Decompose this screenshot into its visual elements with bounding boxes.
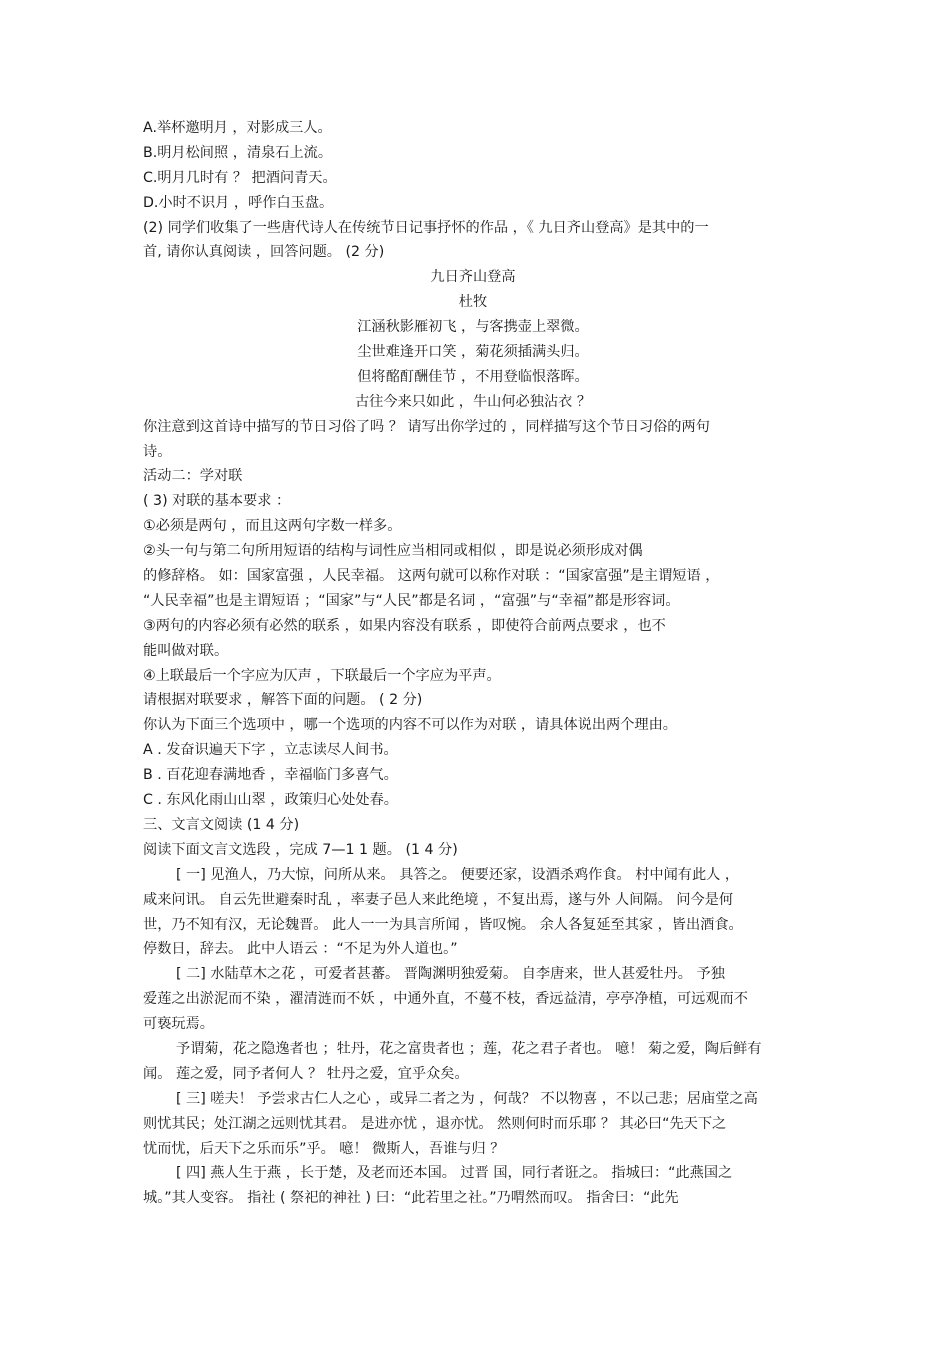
poem-line-1: 江涵秋影雁初飞 ，与客携壶上翠微。 <box>357 319 589 336</box>
poem-title: 九日齐山登高 <box>430 269 516 286</box>
poem-line-2: 尘世难逢开口笑 ，菊花须插满头归。 <box>357 344 589 361</box>
couplet-question: 你认为下面三个选项中 ，哪一个选项的内容不可以作为对联 ，请具体说出两个理由。 <box>143 717 677 734</box>
activity-two-heading: 活动二：学对联 <box>143 468 243 485</box>
rule-3-line-1: ③两句的内容必须有必然的联系 ，如果内容没有联系 ，即使符合前两点要求 ，也不 <box>143 617 666 634</box>
option-d-line: D.小时不识月 ，呼作白玉盘。 <box>143 194 334 211</box>
question-2-line-1: (2) 同学们收集了一些唐代诗人在传统节日记事抒怀的作品 ，《 九日齐山登高》是其中的一 <box>143 219 709 236</box>
passage-2-line-1: [ 二] 水陆草木之花 ，可爱者甚蕃。 晋陶渊明独爱菊。 自李唐来，世人甚爱牡丹。 予独 <box>176 966 725 983</box>
poem-question-line-2: 诗。 <box>143 443 172 460</box>
rule-3-line-2: 能叫做对联。 <box>143 642 229 659</box>
poem-author: 杜牧 <box>458 294 488 311</box>
passage-1-line-4: 停数日，辞去。 此中人语云 ：“不足为外人道也。” <box>143 941 458 958</box>
rule-1: ①必须是两句 ，而且这两句字数一样多。 <box>143 518 402 535</box>
question-2-line-2: 首, 请你认真阅读 ，回答问题。 (2 分) <box>143 244 385 261</box>
couplet-option-c: C . 东风化雨山山翠 ，政策归心处处春。 <box>143 792 398 809</box>
option-c-line: C.明月几时有 ？ 把酒问青天。 <box>143 169 337 186</box>
passage-1-line-2: 咸来问讯。 自云先世避秦时乱 ，率妻子邑人来此绝境 ，不复出焉，遂与外 人间隔。 问今是何 <box>143 891 734 908</box>
passage-4-line-1: [ 四] 燕人生于燕 ，长于楚，及老而还本国。 过晋 国，同行者诳之。 指城曰：“此燕国之 <box>176 1165 733 1182</box>
rule-4: ④上联最后一个字应为仄声 ，下联最后一个字应为平声。 <box>143 667 501 684</box>
couplet-option-b: B . 百花迎春满地香 ，幸福临门多喜气。 <box>143 767 398 784</box>
couplet-instruction: 请根据对联要求 ，解答下面的问题。 ( 2 分) <box>143 692 423 709</box>
passage-2-line-4: 予谓菊，花之隐逸者也 ；牡丹，花之富贵者也 ；莲，花之君子者也。 噫！ 菊之爱，陶后鲜有 <box>176 1040 762 1057</box>
passage-2-line-2: 爱莲之出淤泥而不染 ，濯清涟而不妖 ，中通外直，不蔓不枝，香远益清，亭亭净植，可远观而不 <box>143 991 748 1008</box>
passage-1-line-3: 世，乃不知有汉，无论魏晋。 此人一一为具言所闻 ，皆叹惋。 余人各复延至其家 ，皆出酒食。 <box>143 916 743 933</box>
rule-2-line-3: “人民幸福”也是主谓短语 ；“国家”与“人民”都是名词 ，“富强”与“幸福”都是形容词。 <box>143 592 680 609</box>
passage-2-line-5: 闻。 莲之爱，同予者何人 ？ 牡丹之爱，宜乎众矣。 <box>143 1065 469 1082</box>
poem-line-4: 古往今来只如此 ，牛山何必独沾衣 ？ <box>354 393 592 410</box>
rule-2-line-2: 的修辞格。 如：国家富强 ，人民幸福。 这两句就可以称作对联 ：“国家富强”是主谓短语 ， <box>143 568 720 585</box>
couplet-option-a: A . 发奋识遍天下字 ，立志读尽人间书。 <box>143 742 398 759</box>
passage-3-line-1: [ 三] 嗟夫！ 予尝求古仁人之心 ，或异二者之为 ，何哉？ 不以物喜 ，不以己悲；居庙堂之高 <box>176 1090 758 1107</box>
passage-4-line-2: 城。”其人变容。 指社 ( 祭祀的神社 ) 曰：“此若里之社。”乃喟然而叹。 指舍曰：“此先 <box>143 1190 679 1207</box>
passage-1-line-1: [ 一] 见渔人，乃大惊，问所从来。 具答之。 便要还家，设酒杀鸡作食。 村中闻有此人 ， <box>176 866 740 883</box>
section-three-heading: 三、文言文阅读 (1 4 分) <box>143 816 300 833</box>
question-3-heading: ( 3) 对联的基本要求 ： <box>143 493 291 510</box>
document-text-body <box>143 116 813 1211</box>
passage-3-line-2: 则忧其民；处江湖之远则忧其君。 是进亦忧 ，退亦忧。 然则何时而乐耶 ？ 其必曰“先天下之 <box>143 1115 727 1132</box>
reading-instruction: 阅读下面文言文选段 ，完成 7—1 1 题。 (1 4 分) <box>143 841 458 858</box>
passage-2-line-3: 可亵玩焉。 <box>143 1016 214 1033</box>
option-b-line: B.明月松间照 ，清泉石上流。 <box>143 144 333 161</box>
rule-2-line-1: ②头一句与第二句所用短语的结构与词性应当相同或相似 ，即是说必须形成对偶 <box>143 543 643 560</box>
passage-3-line-3: 忧而忧，后天下之乐而乐”乎。 噫！ 微斯人，吾谁与归 ？ <box>143 1140 505 1157</box>
option-a-line: A.举杯邀明月 ，对影成三人。 <box>143 120 332 136</box>
poem-question-line-1: 你注意到这首诗中描写的节日习俗了吗 ？ 请写出你学过的 ，同样描写这个节日习俗的两句 <box>143 418 710 435</box>
poem-line-3: 但将酩酊酬佳节 ，不用登临恨落晖。 <box>357 368 589 385</box>
